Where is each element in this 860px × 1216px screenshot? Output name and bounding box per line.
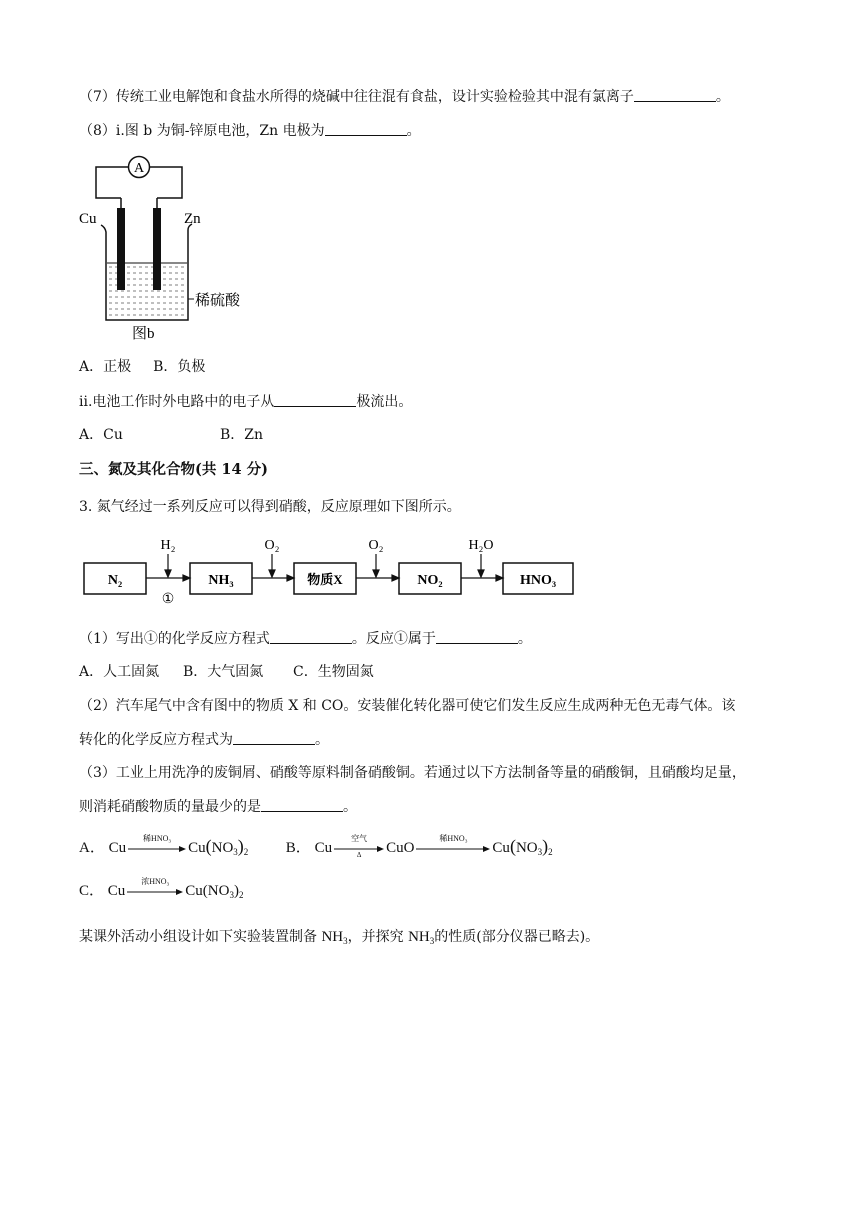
reagent-o2-1: O₂ — [264, 538, 280, 553]
answer-blank[interactable] — [436, 629, 518, 644]
nh3-text: NH — [321, 929, 344, 945]
option-a[interactable]: A．Cu — [79, 427, 123, 443]
option-b[interactable]: B． Cu 空气 Δ CuO 稀HNO₃ $Cu(NO_3)_2$ — [285, 833, 553, 859]
cu-text: Cu — [108, 840, 127, 856]
question-8-options — [79, 357, 205, 377]
question-3-1-options — [79, 662, 374, 682]
question-3-3-options-ab — [79, 833, 553, 862]
solution-label: 稀硫酸 — [195, 293, 241, 309]
question-8-text: （8）i.图 b 为铜-锌原电池，Zn 电极为 — [79, 123, 325, 139]
cu-text: Cu — [107, 883, 126, 899]
reagent-o2-2: O₂ — [368, 538, 384, 553]
option-a[interactable]: A．人工固氮 — [79, 664, 160, 680]
step-label: ① — [161, 592, 175, 607]
nh3-text: NH — [408, 929, 430, 945]
cu-text: Cu — [492, 840, 510, 856]
option-b-label: B． — [285, 840, 311, 856]
question-3-3-line2 — [79, 797, 357, 817]
question-7 — [79, 87, 730, 107]
question-3-2-end: 。 — [315, 732, 329, 748]
subscript: 2 — [548, 847, 553, 857]
intro-text-1: 某课外活动小组设计如下实验装置制备 — [79, 929, 317, 945]
galvanic-cell-figure — [74, 150, 254, 345]
cu-label: Cu — [79, 211, 97, 227]
cuo-text: CuO — [386, 840, 415, 856]
question-8-ii-text: ii.电池工作时外电路中的电子从 — [79, 394, 275, 410]
section-heading: 三、氮及其化合物(共 14 分) — [79, 461, 268, 478]
option-c[interactable]: C． Cu 浓HNO₃ $Cu(NO_3)_2$ — [79, 876, 244, 900]
reaction-arrow — [416, 833, 490, 853]
question-3-1-end: 。 — [517, 631, 532, 647]
option-a-label: A． — [79, 840, 105, 856]
option-c-label: C． — [79, 883, 105, 899]
reaction-arrow — [334, 833, 384, 859]
reagent-h2o: H₂O — [468, 538, 494, 553]
reaction-flow-diagram — [80, 530, 580, 610]
option-c[interactable]: C．生物固氮 — [293, 664, 374, 680]
no3-text: NO — [515, 840, 538, 856]
subscript: 3 — [343, 936, 348, 946]
question-3-2-line2 — [79, 730, 329, 750]
answer-blank[interactable] — [270, 629, 352, 644]
subscript: 3 — [429, 936, 435, 946]
answer-blank[interactable] — [233, 730, 315, 745]
box-hno3: HNO₃ — [519, 573, 557, 588]
zn-label: Zn — [184, 211, 201, 227]
cu-text: Cu — [188, 840, 206, 856]
answer-blank[interactable] — [261, 797, 343, 812]
reaction-arrow — [127, 876, 183, 896]
question-8-end: 。 — [406, 123, 421, 139]
box-no2: NO₂ — [417, 573, 443, 588]
box-nh3: NH₃ — [208, 573, 234, 588]
question-3-1-mid: 。反应①属于 — [351, 631, 436, 647]
question-3-3-line1: （3）工业上用洗净的废铜屑、硝酸等原料制备硝酸铜。若通过以下方法制备等量的硝酸铜，且硝酸均足量， — [79, 765, 746, 781]
option-a[interactable]: A． Cu 稀HNO₃ $Cu(NO_3)_2$ — [79, 833, 249, 857]
question-3-3-option-c — [79, 876, 244, 905]
question-8-ii — [79, 392, 412, 412]
option-a[interactable]: A．正极 — [79, 359, 132, 375]
arrow-reagent: 浓HNO₃ — [141, 876, 170, 886]
question-7-end: 。 — [715, 89, 730, 105]
answer-blank[interactable] — [274, 392, 356, 407]
reaction-arrow — [128, 833, 186, 853]
question-3: 3. 氮气经过一系列反应可以得到硝酸，反应原理如下图所示。 — [79, 499, 461, 515]
experiment-intro — [79, 927, 599, 951]
subscript: 3 — [233, 847, 238, 857]
answer-blank[interactable] — [325, 121, 407, 136]
subscript: 3 — [537, 847, 543, 857]
no3-text: NO — [211, 840, 234, 856]
cu-text: Cu — [314, 840, 333, 856]
question-3-3-text: 则消耗硝酸物质的量最少的是 — [79, 799, 261, 815]
intro-text-3: 的性质(部分仪器已略去)。 — [434, 929, 600, 945]
arrow-condition: Δ — [356, 850, 362, 859]
copper-electrode — [117, 208, 125, 290]
question-7-text: （7）传统工业电解饱和食盐水所得的烧碱中往往混有食盐，设计实验检验其中混有氯离子 — [79, 89, 634, 105]
question-3-1-text: （1）写出①的化学反应方程式 — [79, 631, 270, 647]
question-8-ii-options — [79, 425, 263, 445]
question-8 — [79, 121, 421, 141]
arrow-reagent: 空气 — [351, 833, 368, 843]
arrow-reagent: 稀HNO₃ — [143, 833, 172, 843]
option-b[interactable]: B．负极 — [153, 359, 206, 375]
question-3-1 — [79, 629, 532, 649]
reagent-h2: H₂ — [160, 538, 176, 553]
question-3-2-line1: （2）汽车尾气中含有图中的物质 X 和 CO。安装催化转化器可使它们发生反应生成两种无色无毒气体。该 — [79, 698, 736, 714]
zinc-electrode — [153, 208, 161, 290]
question-3-2-text: 转化的化学反应方程式为 — [79, 732, 233, 748]
answer-blank[interactable] — [634, 87, 716, 102]
arrow-reagent: 稀HNO₃ — [439, 833, 468, 843]
ammeter-label: A — [133, 161, 145, 176]
subscript: 3 — [229, 890, 234, 900]
box-n2: N₂ — [107, 573, 123, 588]
no3-text: NO — [207, 883, 230, 899]
question-8-ii-end: 极流出。 — [356, 394, 413, 410]
subscript: 2 — [243, 847, 249, 857]
question-3-3-end: 。 — [343, 799, 357, 815]
intro-text-2: ，并探究 — [347, 929, 404, 945]
option-b[interactable]: B．Zn — [220, 427, 264, 443]
box-x: 物质X — [307, 572, 343, 587]
subscript: 2 — [238, 890, 244, 900]
option-b[interactable]: B．大气固氮 — [183, 664, 264, 680]
ammeter-icon — [129, 157, 150, 178]
figure-caption: 图b — [132, 326, 155, 342]
cu-text: Cu — [185, 883, 203, 899]
